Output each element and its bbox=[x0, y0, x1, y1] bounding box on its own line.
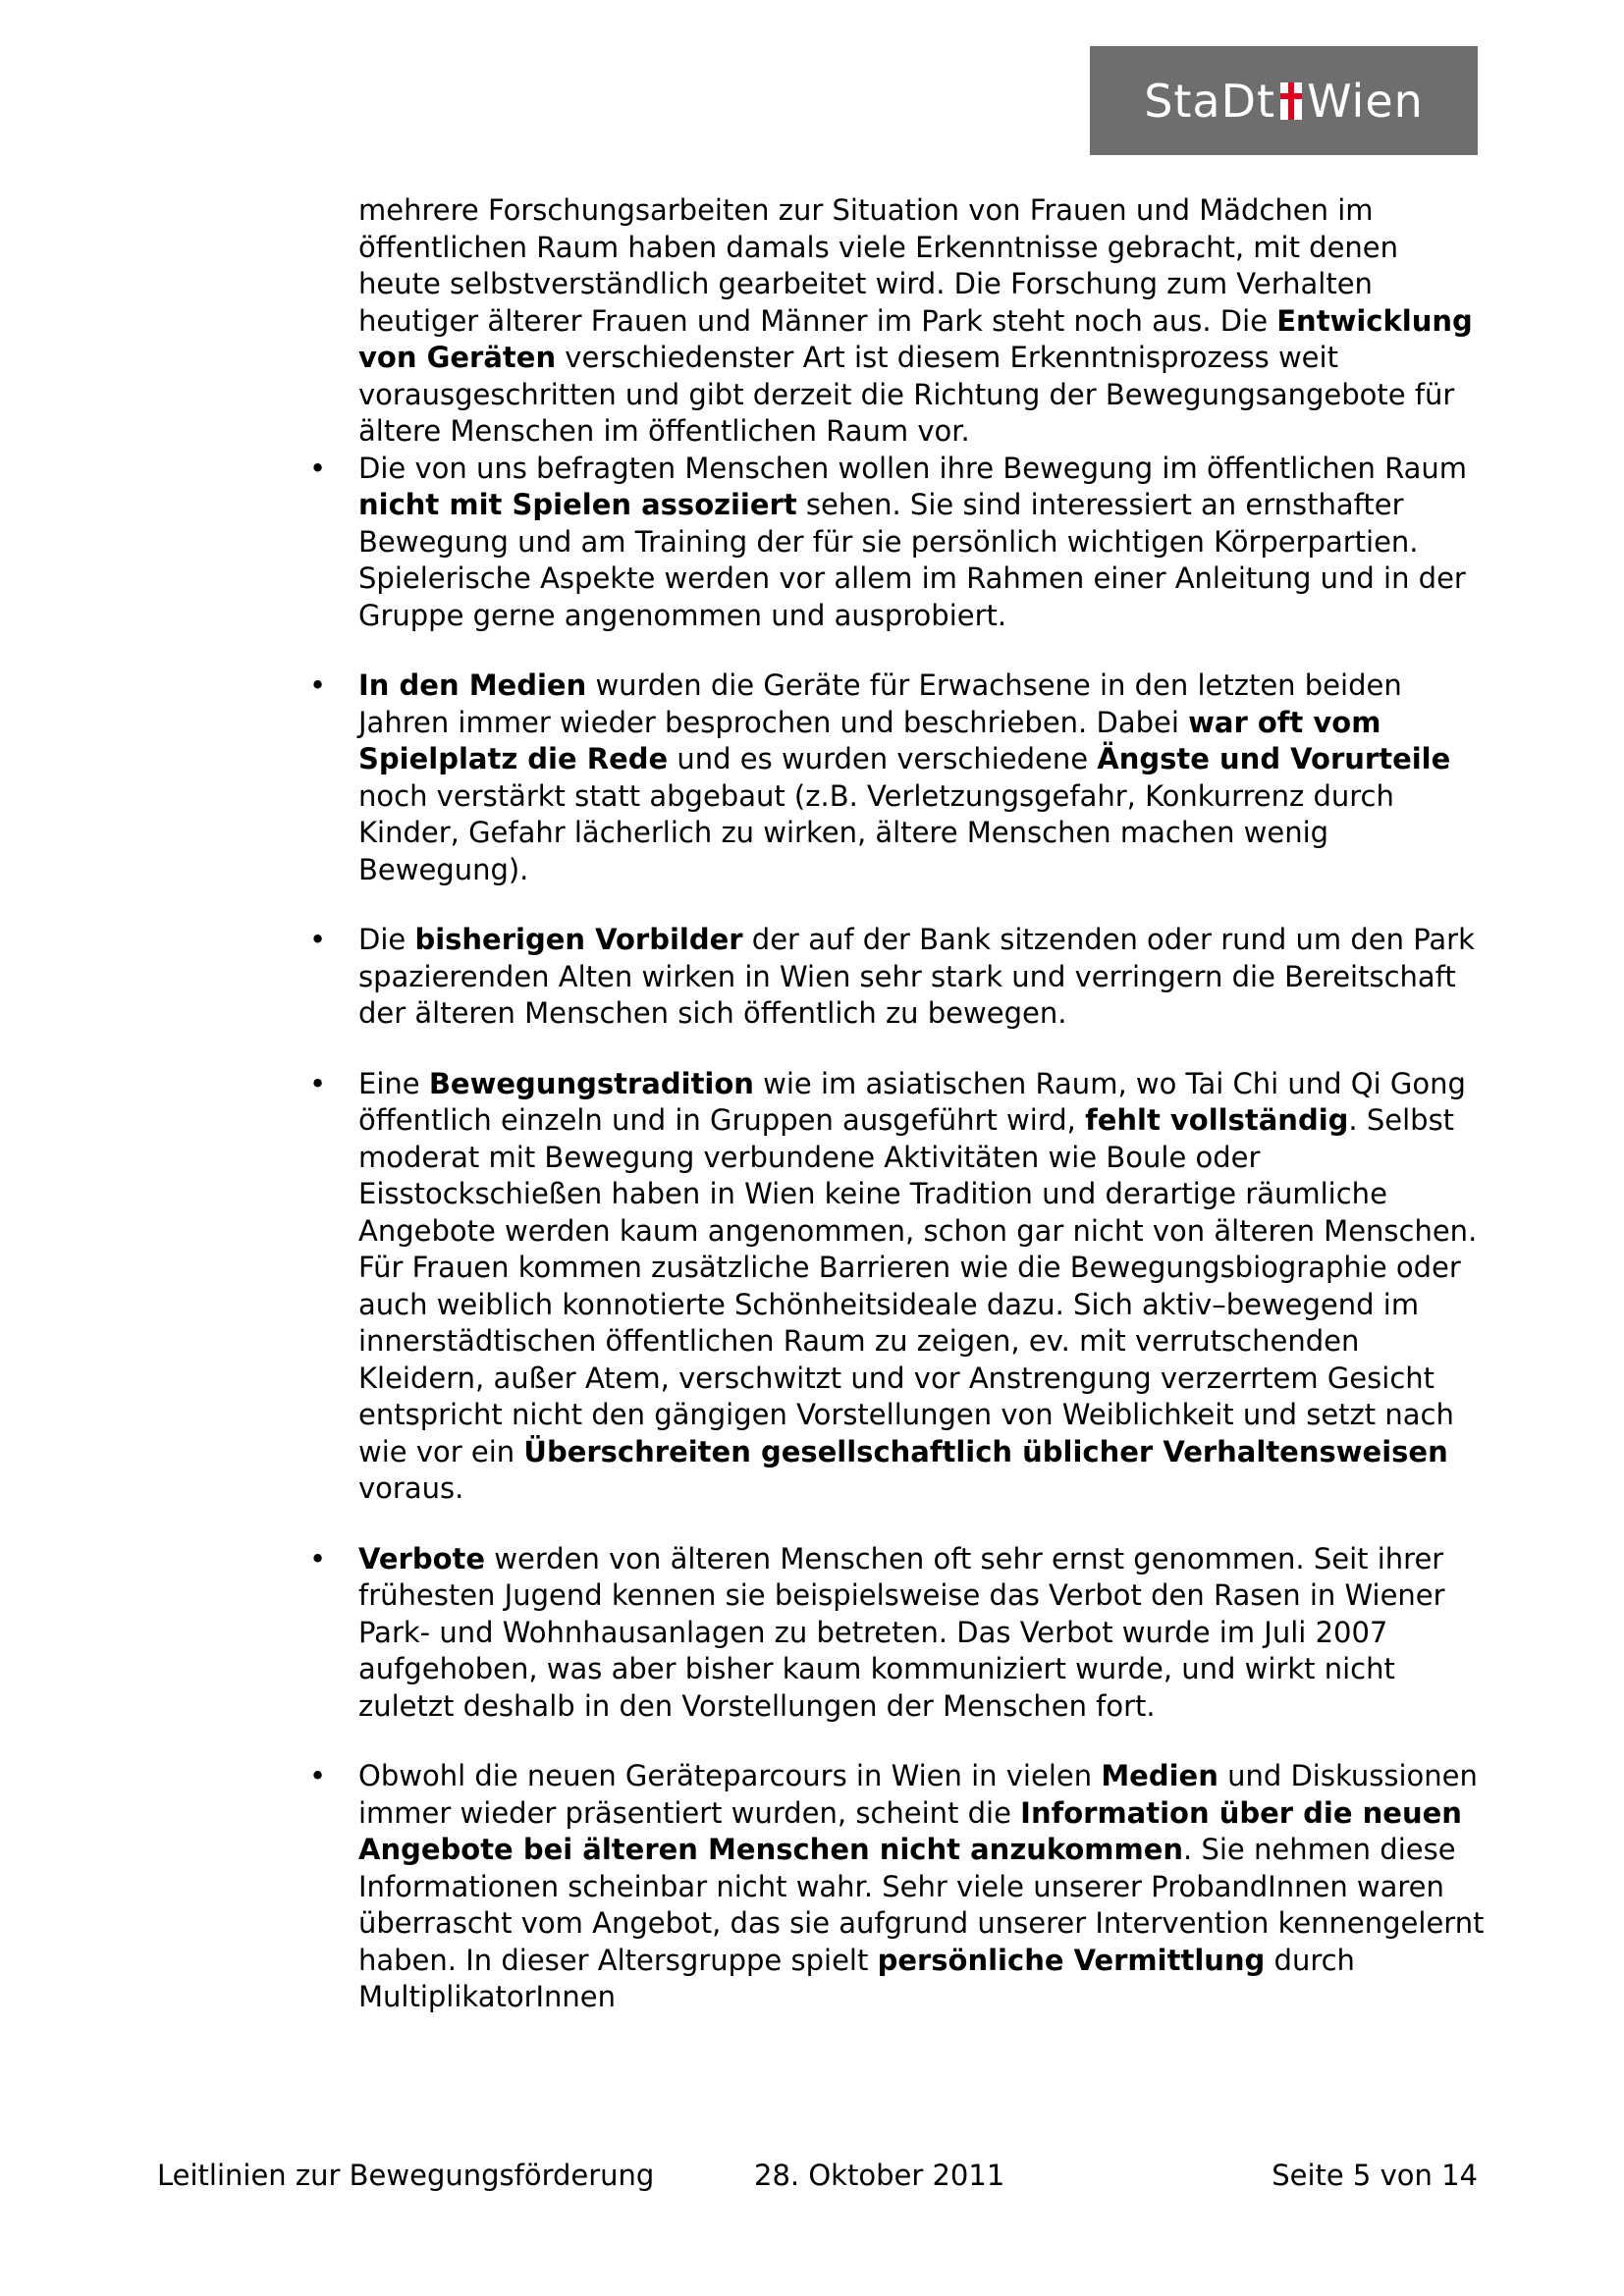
bullet-text: Die bisherigen Vorbilder der auf der Bank sitzenden oder rund um den Park spazierenden Alten wirken in Wien sehr stark und verringern die Bereitschaft der älteren Menschen sich öffentlich zu bewegen. bbox=[358, 923, 1475, 1030]
bullet-item bbox=[309, 1066, 1488, 1508]
page-footer bbox=[157, 2156, 1478, 2195]
vienna-cross-icon bbox=[1278, 80, 1304, 122]
bullet-icon: • bbox=[309, 1759, 327, 1792]
bullet-item bbox=[309, 1758, 1488, 2016]
bullet-text: Verbote werden von älteren Menschen oft sehr ernst genommen. Seit ihrer frühesten Jugend kennen sie beispielsweise das Verbot den Rasen in Wiener Park- und Wohnhausanlagen zu betreten. Das Verbot wurde im Juli 2007 aufgehoben, was aber bisher kaum kommuniziert wurde, und wirkt nicht zuletzt deshalb in den Vorstellungen der Menschen fort. bbox=[358, 1541, 1445, 1723]
bullet-text: Die von uns befragten Menschen wollen ihre Bewegung im öffentlichen Raum nicht mit Spielen assoziiert sehen. Sie sind interessiert an ernsthafter Bewegung und am Training der für sie persönlich wichtigen Körperpartien. Spielerische Aspekte werden vor allem im Rahmen einer Anleitung und in der Gruppe gerne angenommen und ausprobiert. bbox=[358, 451, 1468, 632]
logo-text-right: Wien bbox=[1307, 74, 1424, 128]
bullet-text: Eine Bewegungstradition wie im asiatischen Raum, wo Tai Chi und Qi Gong öffentlich einzeln und in Gruppen ausgeführt wird, fehlt vollständig. Selbst moderat mit Bewegung verbundene Aktivitäten wie Boule oder Eisstockschießen haben in Wien keine Tradition und derartige räumliche Angebote werden kaum angenommen, schon gar nicht von älteren Menschen. Für Frauen kommen zusätzliche Barrieren wie die Bewegungsbiographie oder auch weiblich konnotierte Schönheitsideale dazu. Sich aktiv–bewegend im innerstädtischen öffentlichen Raum zu zeigen, ev. mit verrutschenden Kleidern, außer Atem, verschwitzt und vor Anstrengung verzerrtem Gesicht entspricht nicht den gängigen Vorstellungen von Weiblichkeit und setzt nach wie vor ein Überschreiten gesellschaftlich üblicher Verhaltensweisen voraus. bbox=[358, 1066, 1478, 1505]
footer-title: Leitlinien zur Bewegungsförderung bbox=[157, 2159, 655, 2192]
bullet-item bbox=[309, 451, 1488, 635]
document-body bbox=[309, 192, 1488, 2050]
bullet-text: In den Medien wurden die Geräte für Erwachsene in den letzten beiden Jahren immer wieder besprochen und beschrieben. Dabei war oft vom Spielplatz die Rede und es wurden verschiedene Ängste und Vorurteile noch verstärkt statt abgebaut (z.B. Verletzungsgefahr, Konkurrenz durch Kinder, Gefahr lächerlich zu wirken, ältere Menschen machen wenig Bewegung). bbox=[358, 668, 1451, 886]
stadt-wien-logo bbox=[1090, 46, 1478, 155]
bullet-icon: • bbox=[309, 451, 327, 485]
footer-page-number: Seite 5 von 14 bbox=[1272, 2159, 1478, 2192]
logo-wordmark bbox=[1144, 75, 1424, 128]
bullet-item bbox=[309, 1541, 1488, 1726]
intro-paragraph: mehrere Forschungsarbeiten zur Situation von Frauen und Mädchen im öffentlichen Raum haben damals viele Erkenntnisse gebracht, mit denen heute selbstverständlich gearbeitet wird. Die Forschung zum Verhalten heutiger älterer Frauen und Männer im Park steht noch aus. Die Entwicklung von Geräten verschiedenster Art ist diesem Erkenntnisprozess weit vorausgeschritten und gibt derzeit die Richtung der Bewegungsangebote für ältere Menschen im öffentlichen Raum vor. bbox=[358, 193, 1473, 448]
logo-text-left: StaDt bbox=[1144, 74, 1276, 128]
bullet-icon: • bbox=[309, 923, 327, 956]
bullet-icon: • bbox=[309, 668, 327, 702]
bullet-icon: • bbox=[309, 1541, 327, 1575]
bullet-item bbox=[309, 667, 1488, 888]
bullet-text: Obwohl die neuen Geräteparcours in Wien in vielen Medien und Diskussionen immer wieder präsentiert wurden, scheint die Information über die neuen Angebote bei älteren Menschen nicht anzukommen. Sie nehmen diese Informationen scheinbar nicht wahr. Sehr viele unserer ProbandInnen waren überrascht vom Angebot, das sie aufgrund unserer Intervention kennengelernt haben. In dieser Altersgruppe spielt persönliche Vermittlung durch MultiplikatorInnen bbox=[358, 1759, 1485, 2013]
bullet-item bbox=[309, 922, 1488, 1033]
bullet-icon: • bbox=[309, 1066, 327, 1100]
footer-date: 28. Oktober 2011 bbox=[754, 2159, 1005, 2192]
